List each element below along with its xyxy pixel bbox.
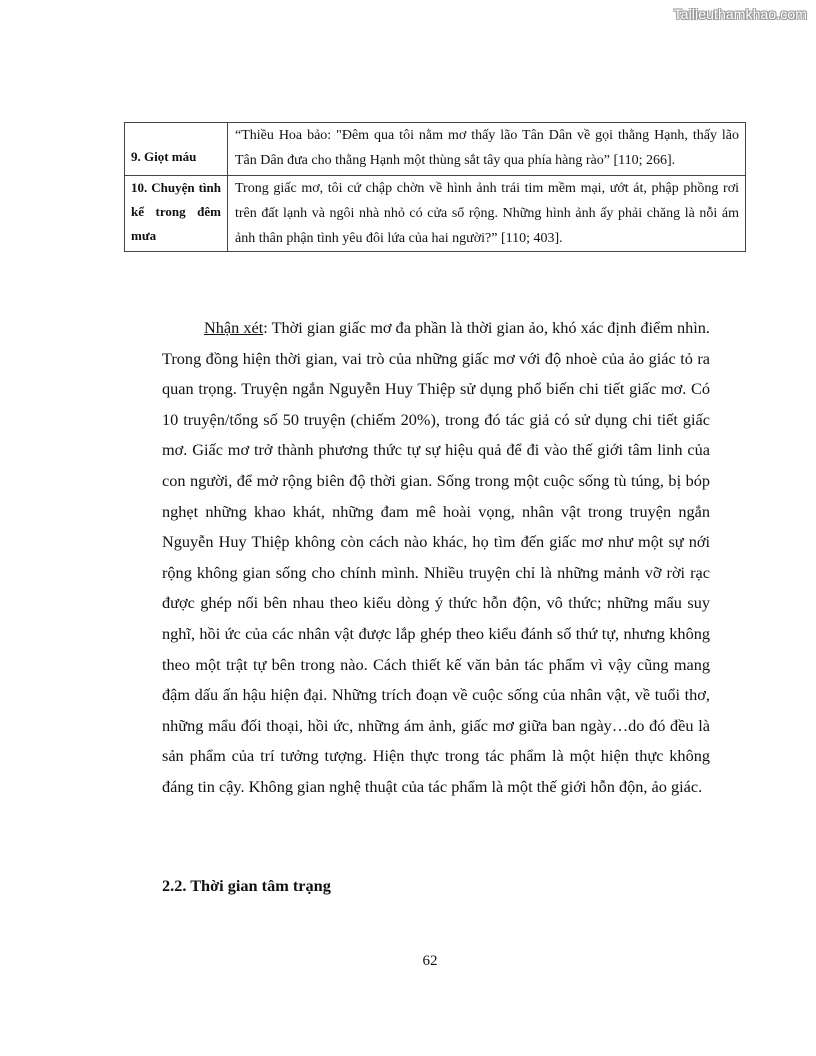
row-text: Trong giấc mơ, tôi cứ chập chờn về hình ảnh trái tim mềm mại, ướt át, phập phồng rơi trên đất lạnh và ngôi nhà nhỏ có cửa sổ rộng. Những hình ảnh ấy phải chăng là nỗi ám ảnh thân phận tình yêu đôi lứa của hai người?” [110; 403]. <box>235 181 739 246</box>
watermark: Tailieuthamkhao.com <box>673 6 807 22</box>
section-heading: 2.2. Thời gian tâm trạng <box>162 876 331 895</box>
table-row <box>125 123 746 176</box>
table-row <box>125 176 746 252</box>
body-paragraph <box>162 313 710 803</box>
examples-table <box>124 122 746 252</box>
paragraph-text: : Thời gian giấc mơ đa phần là thời gian ảo, khó xác định điểm nhìn. Trong đồng hiện thời gian, vai trò của những giấc mơ với độ nhoè của ảo giác tỏ ra quan trọng. Truyện ngắn Nguyễn Huy Thiệp sử dụng phổ biến chi tiết giấc mơ. Có 10 truyện/tổng số 50 truyện (chiếm 20%), trong đó tác giả có sử dụng chi tiết giấc mơ. Giấc mơ trở thành phương thức tự sự hiệu quả để đi vào thế giới tâm linh của con người, để mở rộng biên độ thời gian. Sống trong một cuộc sống tù túng, bị bóp nghẹt những khao khát, những đam mê hoài vọng, nhân vật trong truyện ngắn Nguyễn Huy Thiệp không còn cách nào khác, họ tìm đến giấc mơ như một sự nới rộng không gian sống cho chính mình. Nhiều truyện chỉ là những mảnh vỡ rời rạc được ghép nối bên nhau theo kiểu dòng ý thức hỗn độn, vô thức; những mẩu suy nghĩ, hồi ức của các nhân vật được lắp ghép theo kiểu đánh số thứ tự, nhưng không theo một trật tự bên trong nào. Cách thiết kế văn bản tác phẩm vì vậy cũng mang đậm dấu ấn hậu hiện đại. Những trích đoạn về cuộc sống của nhân vật, về tuổi thơ, những mẩu đối thoại, hồi ức, những ám ảnh, giấc mơ giữa ban ngày…do đó đều là sản phẩm của trí tưởng tượng. Hiện thực trong tác phẩm là một hiện thực không đáng tin cậy. Không gian nghệ thuật của tác phẩm là một thế giới hỗn độn, ảo giác. <box>162 318 710 796</box>
row-title-cell <box>125 176 228 252</box>
row-title: 9. Giọt máu <box>131 149 197 164</box>
row-text: “Thiều Hoa bảo: "Đêm qua tôi nằm mơ thấy lão Tân Dân về gọi thằng Hạnh, thấy lão Tân Dân đưa cho thằng Hạnh một thùng sắt tây qua phía hàng rào” [110; 266]. <box>235 128 739 168</box>
paragraph-lead: Nhận xét <box>204 318 264 337</box>
row-text-cell <box>228 123 746 176</box>
row-title: 10. Chuyện tình kể trong đêm mưa <box>131 180 221 243</box>
row-text-cell <box>228 176 746 252</box>
page-number: 62 <box>422 953 438 969</box>
row-title-cell <box>125 123 228 176</box>
